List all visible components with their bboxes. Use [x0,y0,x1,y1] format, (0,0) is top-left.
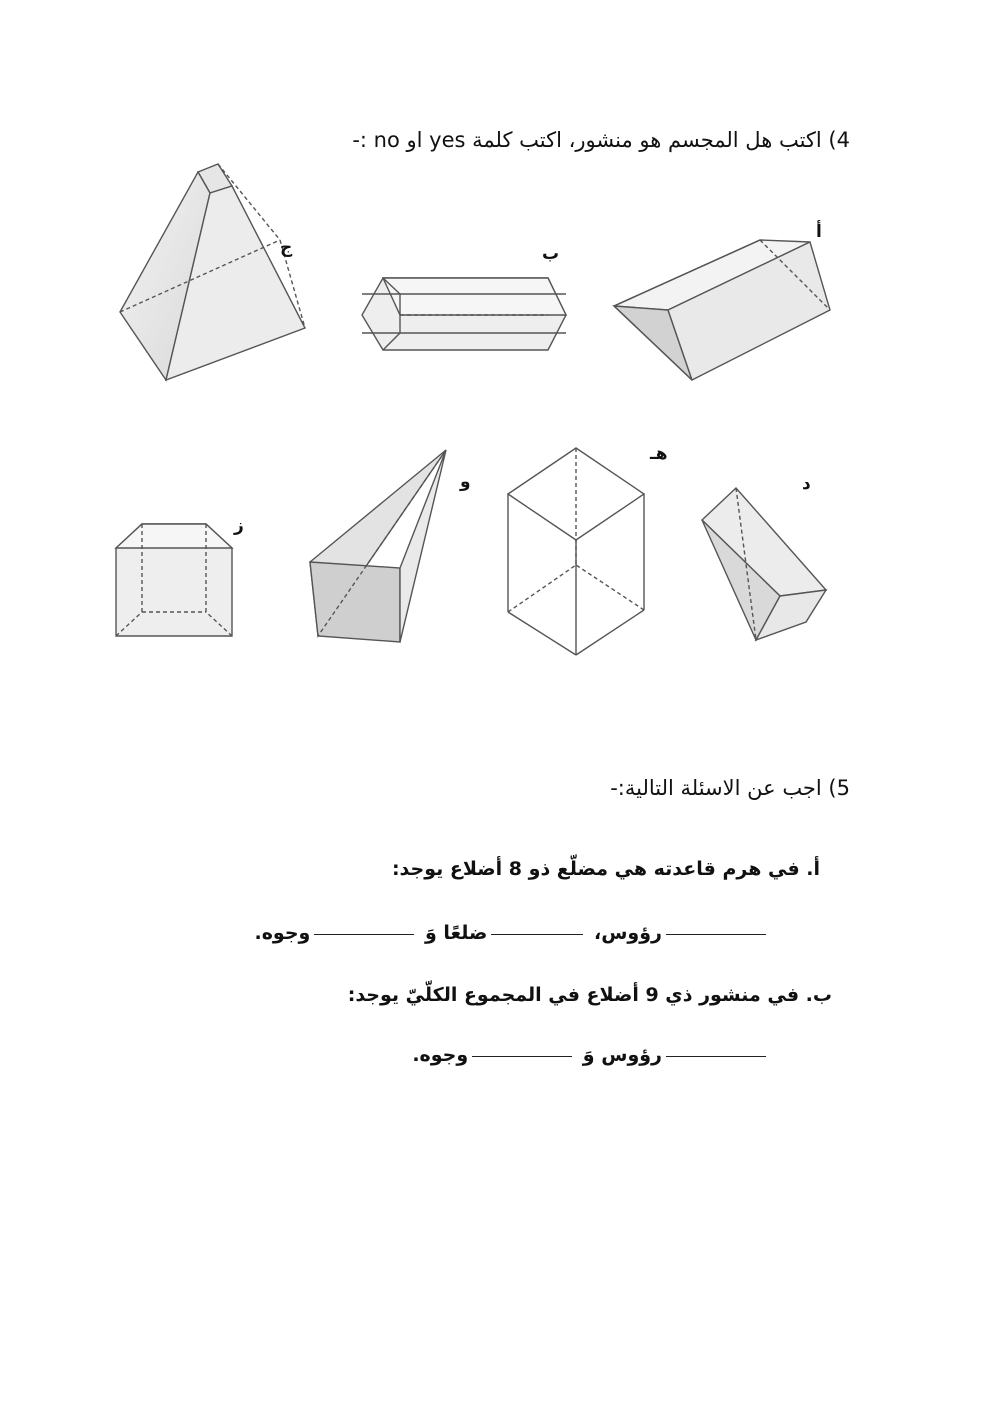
shape-w-pyramid [310,450,446,642]
shape-z-frustum [116,524,232,636]
label-b: ب [542,244,560,264]
shape-a-triangular-prism [614,240,830,380]
label-w: و [460,472,471,492]
shape-h-rectangular-prism [508,448,644,655]
faces-label-b: وجوه. [412,1044,469,1066]
shape-d-tetrahedron [702,488,826,640]
shape-b-hexagonal-prism [362,278,566,350]
faces-blank-b[interactable] [472,1055,572,1057]
label-d: د [802,474,811,494]
part-a-prompt: أ. في هرم قاعدته هي مضلّع ذو 8 أضلاع يوجد: [391,858,820,880]
faces-blank-a[interactable] [314,933,414,935]
vertices-blank-b[interactable] [666,1055,766,1057]
part-a-answer-line [254,922,770,944]
label-a: أ [816,222,822,242]
label-j: ج [280,238,293,258]
part-b-answer-line [412,1044,770,1066]
question-5-text: 5) اجب عن الاسئلة التالية:- [610,776,850,800]
vertices-blank-a[interactable] [666,933,766,935]
vertices-label-b: رؤوس وَ [582,1044,662,1066]
edges-label-a: ضلعًا وَ [424,922,488,944]
part-b-prompt: ب. في منشور ذي 9 أضلاع في المجموع الكلّيّ يوجد: [347,984,832,1006]
question-4-text: 4) اكتب هل المجسم هو منشور، اكتب كلمة yes او no :- [352,128,850,152]
shapes-figure [0,0,1000,700]
label-z: ز [234,516,244,536]
edges-blank-a[interactable] [491,933,583,935]
faces-label-a: وجوه. [254,922,311,944]
shape-j-pyramid-frustum [120,164,305,380]
label-h: هـ [650,444,668,464]
vertices-label-a: رؤوس، [594,922,662,944]
